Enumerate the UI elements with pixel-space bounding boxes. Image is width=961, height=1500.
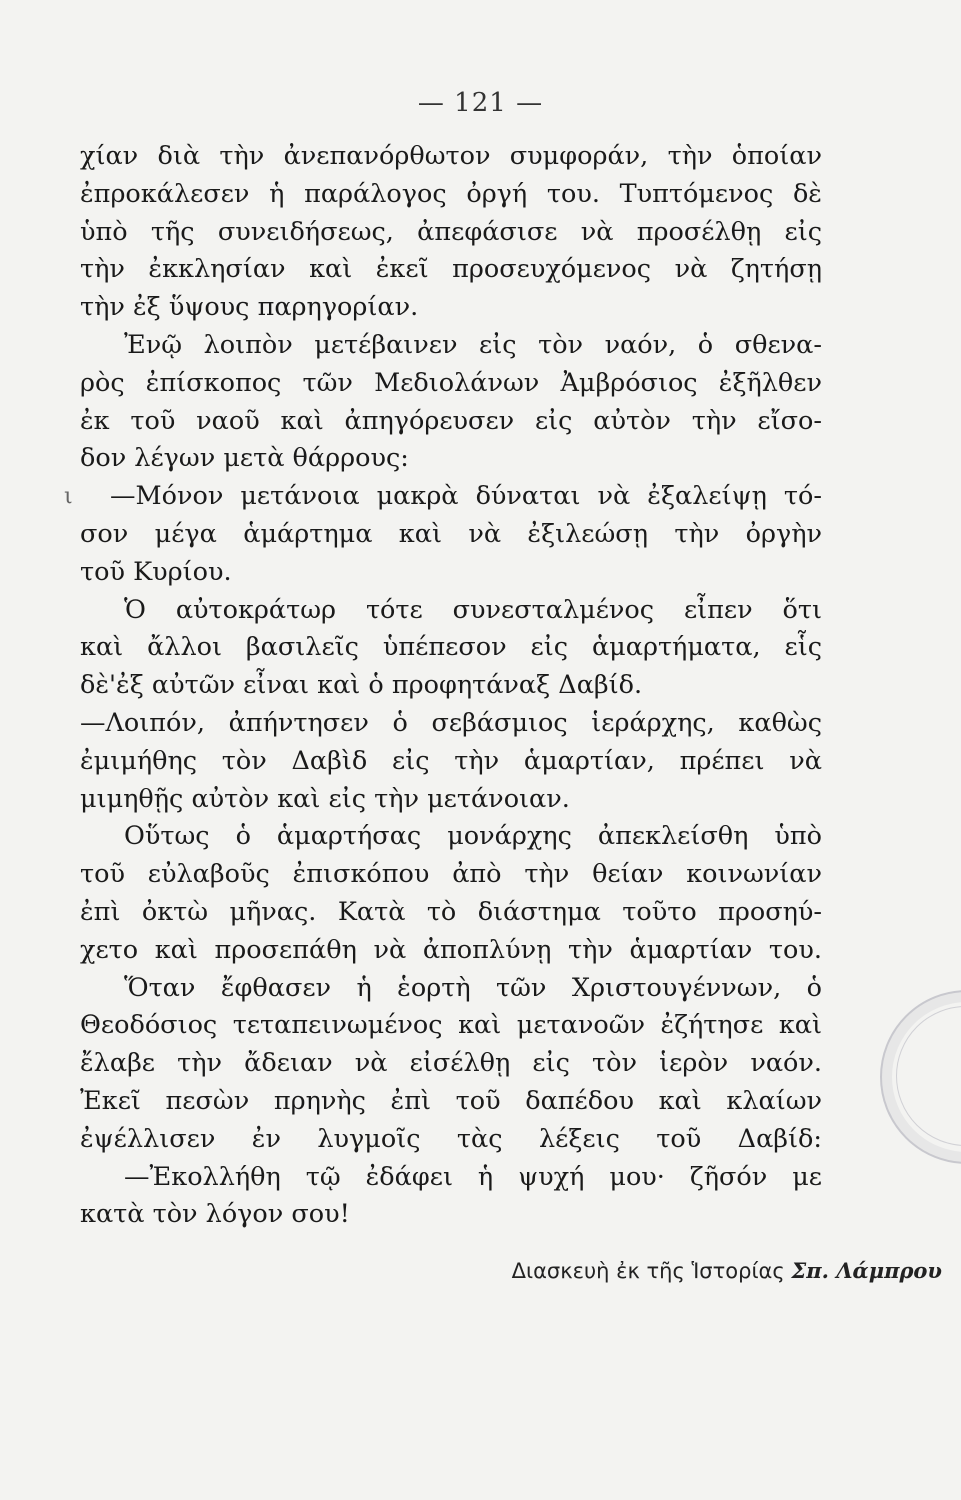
source-author: Σπ. Λάμπρου: [791, 1258, 942, 1283]
text-line-content: —Λοιπόν, ἀπήντησεν ὁ σεβάσμιος ἱεράρχης, καθὼς: [80, 707, 822, 738]
text-line-content: κατὰ τὸν λόγον σου!: [80, 1199, 350, 1230]
text-line: [80, 894, 822, 932]
text-line-content: ἔλαβε τὴν ἄδειαν νὰ εἰσέλθῃ εἰς τὸν ἱερὸν ναόν.: [80, 1048, 822, 1079]
text-line: [80, 970, 822, 1008]
text-line: [80, 365, 822, 403]
text-line: [80, 1083, 822, 1121]
text-line-content: δον λέγων μετὰ θάρρους:: [80, 443, 409, 474]
text-line-content: Ἐνῷ λοιπὸν μετέβαινεν εἰς τὸν ναόν, ὁ σθενα-: [124, 329, 822, 360]
text-line: [80, 818, 822, 856]
text-line: [80, 138, 822, 176]
text-line: [80, 403, 822, 441]
text-line: [80, 592, 822, 630]
text-line-content: ἐκ τοῦ ναοῦ καὶ ἀπηγόρευσεν εἰς αὐτὸν τὴν εἴσο-: [80, 405, 822, 436]
text-line: [80, 516, 822, 554]
text-line-content: χετο καὶ προσεπάθη νὰ ἀποπλύνῃ τὴν ἁμαρτίαν του.: [80, 934, 822, 965]
text-line-content: ἐμιμήθης τὸν Δαβὶδ εἰς τὴν ἁμαρτίαν, πρέπει νὰ: [80, 745, 822, 776]
text-line: [80, 554, 822, 592]
text-line-content: —Ἐκολλήθη τῷ ἐδάφει ἡ ψυχή μου· ζῆσόν με: [124, 1161, 822, 1192]
text-line-content: Θεοδόσιος τεταπεινωμένος καὶ μετανοῶν ἐζήτησε καὶ: [80, 1010, 822, 1041]
text-line: [80, 1159, 822, 1197]
text-line-content: καὶ ἄλλοι βασιλεῖς ὑπέπεσον εἰς ἁμαρτήματα, εἷς: [80, 632, 822, 663]
text-line-content: τοῦ Κυρίου.: [80, 556, 232, 587]
text-line-content: Ἐκεῖ πεσὼν πρηνὴς ἐπὶ τοῦ δαπέδου καὶ κλαίων: [80, 1085, 822, 1116]
margin-mark: ι: [64, 484, 73, 510]
text-line-content: —Μόνον μετάνοια μακρὰ δύναται νὰ ἐξαλείψῃ τό-: [110, 481, 822, 512]
text-line-content: ἐπροκάλεσεν ἡ παράλογος ὀργή του. Τυπτόμενος δὲ: [80, 178, 822, 209]
library-stamp-inner-ring: [896, 1006, 961, 1146]
text-line: [80, 251, 822, 289]
body-text: [64, 138, 822, 1234]
text-line: [80, 1007, 822, 1045]
text-line: [80, 214, 822, 252]
page-number: — 121 —: [417, 88, 544, 118]
text-line: [80, 667, 822, 705]
source-attribution: [0, 1258, 942, 1283]
text-line: [80, 781, 822, 819]
text-line-content: ἐψέλλισεν ἐν λυγμοῖς τὰς λέξεις τοῦ Δαβίδ:: [80, 1123, 822, 1154]
text-line-content: τὴν ἐξ ὕψους παρηγορίαν.: [80, 292, 419, 323]
text-line-content: μιμηθῇς αὐτὸν καὶ εἰς τὴν μετάνοιαν.: [80, 783, 570, 814]
text-line-content: χίαν διὰ τὴν ἀνεπανόρθωτον συμφοράν, τὴν ὁποίαν: [80, 141, 822, 171]
text-line-content: δὲ'ἐξ αὐτῶν εἶναι καὶ ὁ προφητάναξ Δαβίδ.: [80, 670, 643, 701]
text-line: [80, 705, 822, 743]
source-prefix: Διασκευὴ ἐκ τῆς Ἱστορίας: [511, 1259, 785, 1283]
text-line: [80, 1196, 822, 1234]
text-line-content: ὑπὸ τῆς συνειδήσεως, ἀπεφάσισε νὰ προσέλθῃ εἰς: [80, 216, 822, 247]
text-line: [80, 743, 822, 781]
text-line-content: τοῦ εὐλαβοῦς ἐπισκόπου ἀπὸ τὴν θείαν κοινωνίαν: [80, 859, 822, 890]
text-line: [80, 440, 822, 478]
text-line-content: Οὕτως ὁ ἁμαρτήσας μονάρχης ἀπεκλείσθη ὑπὸ: [124, 821, 822, 852]
text-line: [80, 1121, 822, 1159]
text-line: [80, 327, 822, 365]
text-line: [80, 1045, 822, 1083]
text-line: [80, 932, 822, 970]
text-line: [64, 478, 822, 516]
text-line-content: ρὸς ἐπίσκοπος τῶν Μεδιολάνων Ἀμβρόσιος ἐξῆλθεν: [80, 367, 822, 398]
text-line: [80, 856, 822, 894]
text-line: [80, 629, 822, 667]
text-line-content: ἐπὶ ὀκτὼ μῆνας. Κατὰ τὸ διάστημα τοῦτο προσηύ-: [80, 896, 822, 927]
text-line-content: τὴν ἐκκλησίαν καὶ ἐκεῖ προσευχόμενος νὰ ζητήσῃ: [80, 254, 822, 285]
text-line-content: σον μέγα ἁμάρτημα καὶ νὰ ἐξιλεώσῃ τὴν ὀργὴν: [80, 518, 822, 549]
library-stamp: [880, 990, 961, 1164]
text-line: [80, 176, 822, 214]
text-line: [80, 289, 822, 327]
text-line-content: Ὁ αὐτοκράτωρ τότε συνεσταλμένος εἶπεν ὅτι: [124, 594, 822, 625]
text-line-content: Ὅταν ἔφθασεν ἡ ἑορτὴ τῶν Χριστουγέννων, ὁ: [124, 972, 822, 1003]
